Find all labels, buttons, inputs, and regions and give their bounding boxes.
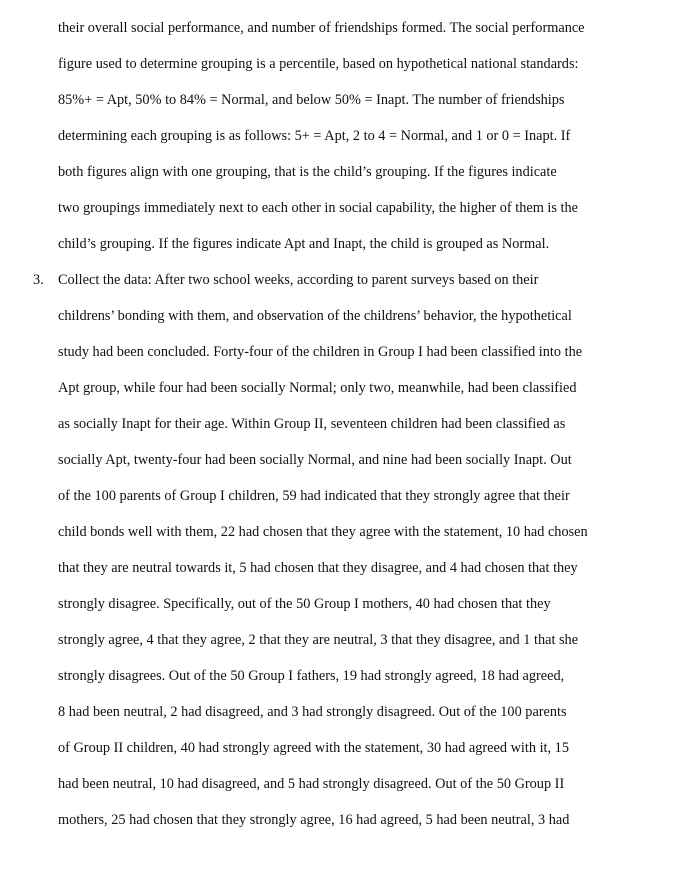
text-line: child bonds well with them, 22 had chosen that they agree with the statement, 10 had chosen [58, 524, 588, 540]
text-line: of Group II children, 40 had strongly agreed with the statement, 30 had agreed with it, 15 [58, 740, 569, 756]
text-line: strongly agree, 4 that they agree, 2 that they are neutral, 3 that they disagree, and 1 that she [58, 632, 579, 648]
text-line: determining each grouping is as follows: 5+ = Apt, 2 to 4 = Normal, and 1 or 0 = Inapt. If [58, 128, 571, 144]
text-line: both figures align with one grouping, that is the child’s grouping. If the figures indicate [58, 164, 557, 180]
text-line: childrens’ bonding with them, and observation of the childrens’ behavior, the hypothetical [58, 308, 572, 324]
list-item-number: 3. [33, 272, 44, 288]
text-line: that they are neutral towards it, 5 had chosen that they disagree, and 4 had chosen that they [58, 560, 578, 576]
text-line: 8 had been neutral, 2 had disagreed, and 3 had strongly disagreed. Out of the 100 parents [58, 704, 567, 720]
text-line: two groupings immediately next to each other in social capability, the higher of them is the [58, 200, 578, 216]
text-line: Apt group, while four had been socially Normal; only two, meanwhile, had been classified [58, 380, 577, 396]
text-line: strongly disagree. Specifically, out of the 50 Group I mothers, 40 had chosen that they [58, 596, 551, 612]
text-line: socially Apt, twenty-four had been socially Normal, and nine had been socially Inapt. Out [58, 452, 572, 468]
text-line: their overall social performance, and number of friendships formed. The social performance [58, 20, 585, 36]
text-line: child’s grouping. If the figures indicate Apt and Inapt, the child is grouped as Normal. [58, 236, 550, 252]
text-line: as socially Inapt for their age. Within Group II, seventeen children had been classified as [58, 416, 566, 432]
text-line: strongly disagrees. Out of the 50 Group I fathers, 19 had strongly agreed, 18 had agreed, [58, 668, 565, 684]
text-line: had been neutral, 10 had disagreed, and 5 had strongly disagreed. Out of the 50 Group II [58, 776, 565, 792]
text-line: mothers, 25 had chosen that they strongly agree, 16 had agreed, 5 had been neutral, 3 had [58, 812, 570, 828]
text-line: of the 100 parents of Group I children, 59 had indicated that they strongly agree that their [58, 488, 570, 504]
text-line: Collect the data: After two school weeks, according to parent surveys based on their [58, 272, 539, 288]
text-line: figure used to determine grouping is a percentile, based on hypothetical national standards: [58, 56, 579, 72]
text-line: 85%+ = Apt, 50% to 84% = Normal, and below 50% = Inapt. The number of friendships [58, 92, 565, 108]
text-line: study had been concluded. Forty-four of the children in Group I had been classified into the [58, 344, 583, 360]
